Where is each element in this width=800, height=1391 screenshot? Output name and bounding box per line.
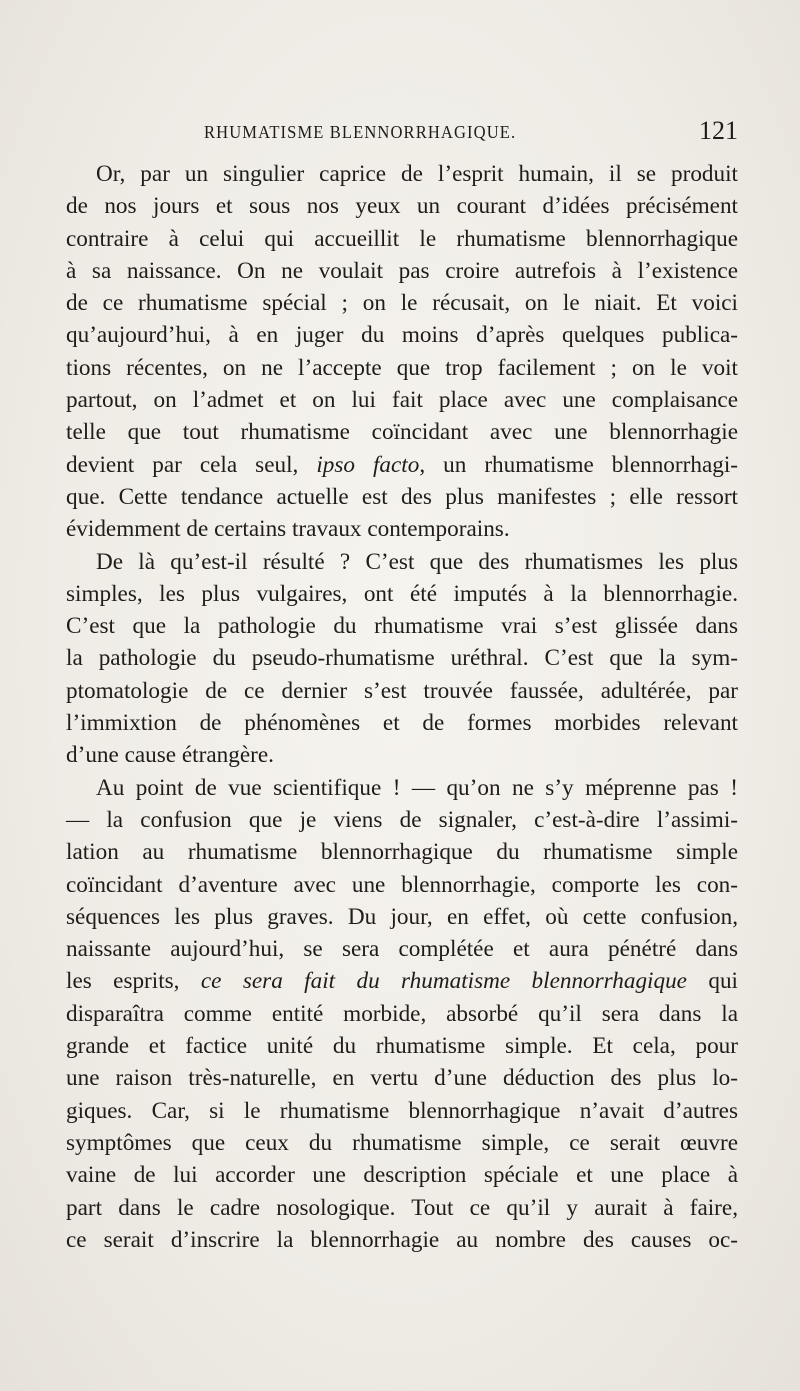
text-line: la pathologie du pseudo-rhumatisme uréthral. C’est que la sym- — [66, 645, 738, 672]
text-line: à sa naissance. On ne voulait pas croire autrefois à l’existence — [66, 257, 738, 284]
text-line: symptômes que ceux du rhumatisme simple, ce serait œuvre — [66, 1129, 738, 1156]
text-line: devient par cela seul, ipso facto, un rhumatisme blennorrhagi- — [66, 451, 738, 478]
text-line: évidemment de certains travaux contemporains. — [66, 516, 510, 543]
text-line: tions récentes, on ne l’accepte que trop facilement ; on le voit — [66, 354, 738, 381]
text-line: les esprits, ce sera fait du rhumatisme blennorrhagique qui — [66, 968, 738, 995]
page-header — [66, 118, 738, 150]
text-line: — la confusion que je viens de signaler, c’est-à-dire l’assimi- — [66, 806, 738, 833]
text-line: d’une cause étrangère. — [66, 742, 274, 769]
text-line: naissante aujourd’hui, se sera complétée et aura pénétré dans — [66, 936, 738, 963]
page-number: 121 — [699, 116, 738, 145]
text-line: une raison très-naturelle, en vertu d’une déduction des plus lo- — [66, 1065, 738, 1092]
text-line: de ce rhumatisme spécial ; on le récusait, on le niait. Et voici — [66, 290, 738, 317]
text-line: telle que tout rhumatisme coïncidant avec une blennorrhagie — [66, 419, 738, 446]
italic-phrase: ce sera fait du rhumatisme blennorrhagique — [200, 968, 687, 995]
body-text — [66, 158, 738, 1256]
text-line: simples, les plus vulgaires, ont été imputés à la blennorrhagie. — [66, 580, 738, 607]
italic-phrase: ipso facto — [316, 451, 420, 478]
text-line: partout, on l’admet et on lui fait place avec une complaisance — [66, 387, 738, 414]
text-line: C’est que la pathologie du rhumatisme vrai s’est glissée dans — [66, 613, 738, 640]
text-line: giques. Car, si le rhumatisme blennorrhagique n’avait d’autres — [66, 1097, 738, 1124]
running-title: RHUMATISME BLENNORRHAGIQUE. — [204, 122, 517, 142]
text-line: coïncidant d’aventure avec une blennorrhagie, comporte les con- — [66, 871, 738, 898]
text-line: ce serait d’inscrire la blennorrhagie au nombre des causes oc- — [66, 1226, 738, 1253]
text-line: Au point de vue scientifique ! — qu’on ne s’y méprenne pas ! — [96, 774, 738, 801]
text-line: que. Cette tendance actuelle est des plus manifestes ; elle ressort — [66, 483, 738, 510]
text-line: vaine de lui accorder une description spéciale et une place à — [66, 1162, 738, 1189]
text-line: l’immixtion de phénomènes et de formes morbides relevant — [66, 710, 738, 737]
text-line: qu’aujourd’hui, à en juger du moins d’après quelques publica- — [66, 322, 738, 349]
text-line: De là qu’est-il résulté ? C’est que des rhumatismes les plus — [96, 548, 738, 575]
text-line: contraire à celui qui accueillit le rhumatisme blennorrhagique — [66, 225, 738, 252]
text-line: lation au rhumatisme blennorrhagique du rhumatisme simple — [66, 839, 738, 866]
text-line: disparaîtra comme entité morbide, absorbé qu’il sera dans la — [66, 1000, 738, 1027]
text-line: part dans le cadre nosologique. Tout ce qu’il y aurait à faire, — [66, 1194, 738, 1221]
text-line: grande et factice unité du rhumatisme simple. Et cela, pour — [66, 1033, 738, 1060]
text-line: ptomatologie de ce dernier s’est trouvée faussée, adultérée, par — [66, 677, 738, 704]
text-line: de nos jours et sous nos yeux un courant d’idées précisément — [66, 193, 738, 220]
text-line: séquences les plus graves. Du jour, en effet, où cette confusion, — [66, 903, 738, 930]
text-line: Or, par un singulier caprice de l’esprit humain, il se produit — [96, 161, 738, 187]
